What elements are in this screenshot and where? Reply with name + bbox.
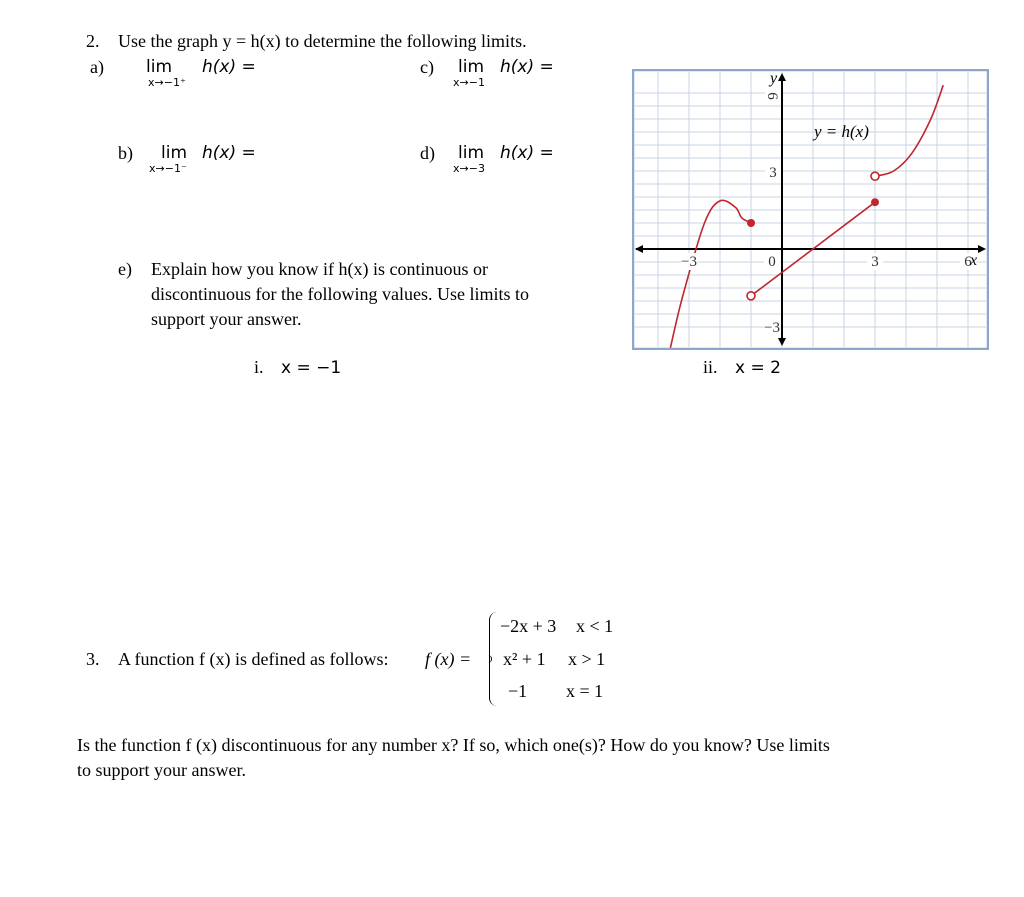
part-c-lim: lim <box>458 57 485 77</box>
part-b-label: b) <box>118 143 133 163</box>
part-c-label: c) <box>420 57 434 77</box>
case-3-expression: −1 <box>508 681 528 701</box>
part-e-line-1: Explain how you know if h(x) is continuous or <box>151 259 488 279</box>
part-e-line-3: support your answer. <box>151 309 302 329</box>
case-2-expression: x² + 1 <box>503 649 546 669</box>
fx-label: f (x) = <box>425 649 472 669</box>
sub-i-value: x = −1 <box>281 358 342 378</box>
part-a-expression: h(x) = <box>202 57 256 77</box>
open-point-right-piece <box>871 172 879 180</box>
part-d-lim: lim <box>458 143 485 163</box>
part-d-expression: h(x) = <box>500 143 554 163</box>
y-tick-3: 3 <box>769 165 777 181</box>
x-tick-minus-3: −3 <box>681 254 697 270</box>
part-d-limit-subscript: x→−3 <box>453 162 485 175</box>
part-c <box>420 55 620 89</box>
part-e-label: e) <box>118 259 132 279</box>
x-tick-3: 3 <box>871 254 879 270</box>
case-3-condition: x = 1 <box>566 681 604 701</box>
open-point-linear-start <box>747 292 755 300</box>
y-tick-minus-3: −3 <box>764 320 780 336</box>
part-a-label: a) <box>90 57 104 77</box>
part-b-expression: h(x) = <box>202 143 256 163</box>
tick-origin: 0 <box>768 254 776 270</box>
part-c-limit-subscript: x→−1 <box>453 76 485 89</box>
part-d-label: d) <box>420 143 435 163</box>
part-c-expression: h(x) = <box>500 57 554 77</box>
case-1-expression: −2x + 3 <box>500 616 557 636</box>
case-1-condition: x < 1 <box>576 616 614 636</box>
sub-ii-label: ii. <box>703 357 718 377</box>
part-a-lim: lim <box>146 57 173 77</box>
case-2-condition: x > 1 <box>568 649 606 669</box>
question-3-text-line-2: to support your answer. <box>77 760 246 780</box>
part-e-line-2: discontinuous for the following values. Use limits to <box>151 284 529 304</box>
part-a-limit-subscript: x→−1⁺ <box>148 76 186 89</box>
closed-point-left-piece <box>747 219 755 227</box>
closed-point-linear-end <box>871 198 879 206</box>
curve-label: y = h(x) <box>814 122 869 141</box>
part-b <box>114 142 314 176</box>
x-axis-label: x <box>970 252 978 269</box>
y-axis-label: y <box>770 70 778 87</box>
part-a <box>86 55 286 89</box>
piecewise-brace-tip <box>484 655 492 663</box>
graph-h-of-x <box>632 69 989 350</box>
sub-ii-value: x = 2 <box>735 358 781 378</box>
question-2-prompt: Use the graph y = h(x) to determine the following limits. <box>118 31 527 51</box>
question-3-text-line-1: Is the function f (x) discontinuous for any number x? If so, which one(s)? How do you know? Use limits <box>77 735 830 755</box>
part-b-limit-subscript: x→−1⁻ <box>149 162 187 175</box>
question-3-prompt: A function f (x) is defined as follows: <box>118 649 389 669</box>
sub-i-label: i. <box>254 357 264 377</box>
y-tick-6: 6 <box>764 92 780 100</box>
part-b-lim: lim <box>161 143 188 163</box>
part-d <box>420 142 620 176</box>
x-tick-6: 6 <box>964 254 972 270</box>
question-2-number: 2. <box>86 31 100 51</box>
question-3-number: 3. <box>86 649 100 669</box>
